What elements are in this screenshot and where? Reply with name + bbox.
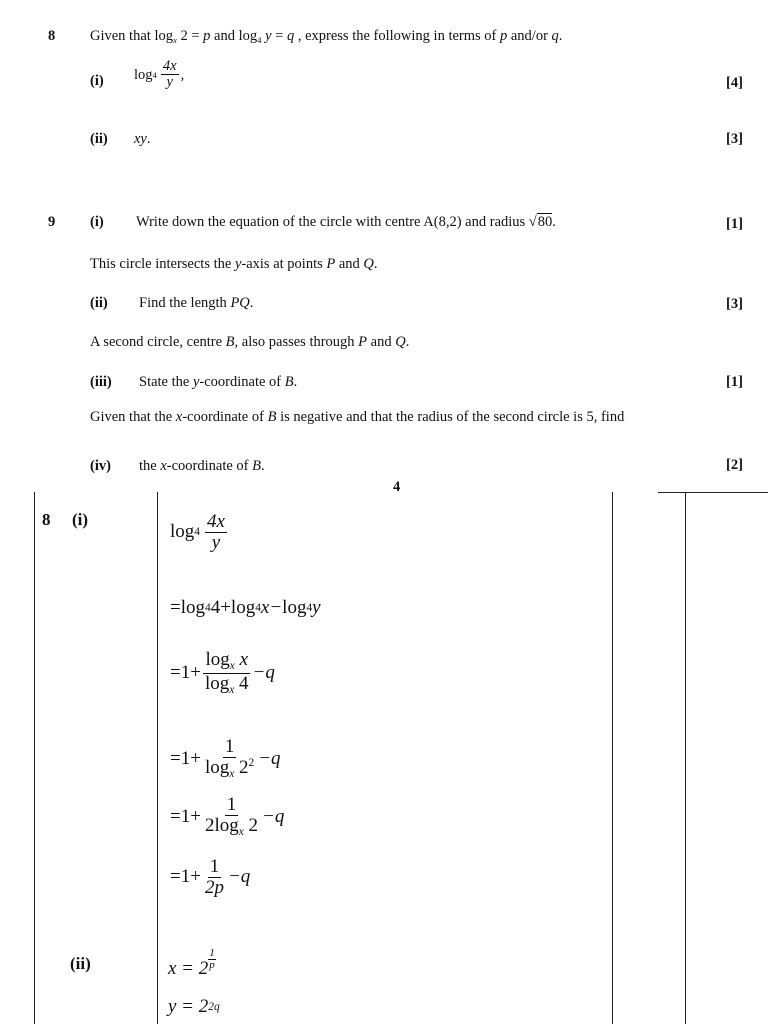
log-text: log bbox=[180, 597, 205, 618]
solution-line-4 bbox=[170, 737, 281, 781]
fraction bbox=[205, 512, 227, 553]
fraction-denominator: y bbox=[166, 74, 173, 91]
log-text: log bbox=[205, 649, 230, 670]
log-base: 4 bbox=[152, 69, 157, 80]
var-P: P bbox=[326, 256, 336, 272]
table-column-divider bbox=[612, 492, 613, 1024]
marks-9iii: [1] bbox=[726, 374, 743, 390]
expression-suffix: −q bbox=[227, 866, 251, 888]
stem-text: , express the following in terms of bbox=[294, 28, 500, 44]
solution-part-label-ii: (ii) bbox=[70, 954, 91, 973]
text: -coordinate of bbox=[182, 409, 268, 425]
log-text: log bbox=[134, 66, 153, 83]
part-label-9ii: (ii) bbox=[90, 295, 108, 311]
text: -axis at points bbox=[241, 256, 327, 272]
part-8ii-expression bbox=[134, 130, 151, 148]
marks-9ii: [3] bbox=[726, 296, 743, 312]
punctuation: , bbox=[180, 66, 185, 83]
text: and bbox=[367, 334, 396, 350]
fraction-numerator: 4x bbox=[206, 511, 225, 532]
text: . bbox=[405, 334, 410, 350]
text: Given that the bbox=[90, 409, 176, 425]
text: This circle intersects the bbox=[90, 256, 235, 272]
expression-suffix: −q bbox=[258, 747, 281, 769]
part-8i-expression bbox=[134, 59, 184, 90]
var-PQ: PQ bbox=[230, 295, 250, 311]
log-argument: 2 bbox=[243, 814, 259, 836]
stem-text: 2 = bbox=[176, 28, 204, 44]
part-text: -coordinate of bbox=[166, 458, 253, 474]
expression-suffix: −q bbox=[262, 805, 285, 827]
log-base: x bbox=[229, 683, 235, 696]
expression-prefix: =1+ bbox=[170, 662, 201, 684]
var-B: B bbox=[225, 334, 235, 350]
fraction-denominator bbox=[203, 816, 260, 839]
part-9ii-text bbox=[139, 294, 253, 312]
log-text: log bbox=[282, 597, 307, 618]
part-text: -coordinate of bbox=[199, 374, 285, 390]
log-argument: x bbox=[234, 649, 248, 670]
table-column-divider bbox=[685, 492, 686, 1024]
text: . bbox=[373, 256, 378, 272]
stem-text: . bbox=[558, 28, 563, 44]
expression-prefix: =1+ bbox=[170, 747, 201, 769]
solution-part-label-i: (i) bbox=[72, 510, 89, 529]
marks-8ii: [3] bbox=[726, 131, 743, 147]
log-text: log bbox=[204, 756, 230, 778]
solution-line-8 bbox=[168, 996, 220, 1018]
var-Q: Q bbox=[363, 256, 374, 272]
expression-prefix: =1+ bbox=[170, 805, 201, 827]
fraction bbox=[203, 650, 251, 697]
part-label-9iii: (iii) bbox=[90, 374, 112, 390]
marks-9i: [1] bbox=[726, 216, 743, 232]
text: A second circle, centre bbox=[90, 334, 226, 350]
solution-line-7 bbox=[168, 947, 216, 980]
part-label-9iv: (iv) bbox=[90, 458, 111, 474]
var-y: y bbox=[192, 374, 200, 390]
var-y: y bbox=[234, 256, 242, 272]
exponent: 2 bbox=[248, 757, 255, 770]
log-argument: 4 bbox=[234, 672, 249, 694]
log-argument: 2 bbox=[234, 756, 249, 778]
fraction-numerator bbox=[203, 650, 250, 674]
marks-8i: [4] bbox=[726, 75, 743, 91]
equals: = bbox=[170, 597, 181, 618]
part-text: the bbox=[139, 458, 161, 474]
var-B: B bbox=[267, 409, 277, 425]
stem-text: = bbox=[271, 28, 287, 44]
stem-var-q: q bbox=[551, 28, 559, 44]
part-9i-text bbox=[136, 213, 556, 231]
expression-suffix: −q bbox=[252, 662, 275, 684]
part-label-8ii: (ii) bbox=[90, 131, 108, 147]
fraction-numerator: 4x bbox=[162, 58, 177, 74]
part-text: State the bbox=[139, 374, 193, 390]
stem-text: and bbox=[210, 28, 239, 44]
equation-lhs: x = 2 bbox=[168, 958, 209, 979]
part-text: Find the length bbox=[139, 295, 231, 311]
stem-var-y: y bbox=[265, 28, 272, 44]
part-9iv-text bbox=[139, 457, 265, 475]
var-B: B bbox=[252, 458, 261, 474]
log-text: log bbox=[230, 597, 256, 618]
q9-line-intersects bbox=[90, 255, 378, 273]
stem-log-base: x bbox=[172, 35, 177, 46]
fraction-denominator: y bbox=[211, 531, 221, 553]
solution-line-6 bbox=[170, 857, 250, 898]
log-argument: 4+ bbox=[210, 597, 231, 618]
log-text: log bbox=[204, 672, 230, 694]
var-x: x bbox=[175, 409, 183, 425]
expression-xy: xy bbox=[134, 131, 147, 147]
text: is negative and that the radius of the second circle is 5, find bbox=[276, 409, 625, 425]
table-left-border bbox=[34, 492, 35, 1024]
question-number-8: 8 bbox=[48, 28, 56, 44]
log-text: log bbox=[214, 814, 239, 836]
fraction-denominator bbox=[203, 674, 251, 697]
part-label-9i: (i) bbox=[90, 214, 104, 230]
page-number: 4 bbox=[393, 479, 401, 495]
punctuation: . bbox=[293, 374, 298, 390]
log-base: x bbox=[229, 659, 235, 672]
solution-line-3 bbox=[170, 650, 275, 697]
log-base: x bbox=[238, 825, 244, 838]
punctuation: . bbox=[261, 458, 265, 474]
stem-log-base: 4 bbox=[257, 35, 262, 46]
sqrt-symbol: √ bbox=[528, 214, 537, 230]
fraction bbox=[203, 857, 226, 898]
stem-var-p: p bbox=[500, 28, 508, 44]
fraction-denominator bbox=[203, 758, 256, 781]
solution-line-1 bbox=[170, 512, 229, 553]
log-base: 4 bbox=[205, 602, 211, 614]
fraction-numerator: 1 bbox=[226, 794, 237, 815]
var-P: P bbox=[358, 334, 368, 350]
exponent: 2q bbox=[208, 1001, 220, 1013]
log-base: 4 bbox=[255, 602, 261, 614]
expression-prefix: =1+ bbox=[170, 866, 201, 888]
fraction-numerator: 1 bbox=[209, 856, 220, 877]
fraction bbox=[203, 737, 256, 781]
exponent-numerator: 1 bbox=[209, 947, 215, 959]
exponent-fraction bbox=[208, 948, 216, 971]
part-text: Write down the equation of the circle with centre A(8,2) and radius bbox=[136, 214, 529, 230]
table-column-divider bbox=[157, 492, 158, 1024]
q9-line-second-circle bbox=[90, 333, 409, 351]
part-9iii-text bbox=[139, 373, 297, 391]
var-B: B bbox=[284, 374, 294, 390]
punctuation: . bbox=[249, 295, 254, 311]
exponent-denominator: p bbox=[209, 959, 215, 971]
log-argument: x− bbox=[260, 597, 283, 618]
solution-question-label: 8 bbox=[42, 510, 51, 529]
log-base: x bbox=[229, 767, 235, 780]
fraction bbox=[161, 59, 179, 90]
stem-text: Given that bbox=[90, 28, 155, 44]
solution-line-2 bbox=[170, 597, 321, 619]
punctuation: . bbox=[146, 131, 151, 147]
sqrt-radicand: 80 bbox=[537, 214, 553, 230]
log-base: 4 bbox=[306, 602, 313, 614]
log-base: 4 bbox=[194, 526, 200, 539]
stem-var-p: p bbox=[203, 28, 211, 44]
text: and bbox=[335, 256, 364, 272]
part-label-8i: (i) bbox=[90, 73, 104, 89]
marks-9iv: [2] bbox=[726, 457, 743, 473]
fraction bbox=[203, 795, 260, 839]
table-top-rule bbox=[658, 492, 768, 493]
log-text: log bbox=[170, 521, 195, 543]
coefficient: 2 bbox=[204, 814, 215, 836]
punctuation: . bbox=[552, 214, 556, 230]
question-number-9: 9 bbox=[48, 214, 56, 230]
log-argument: y bbox=[312, 597, 321, 618]
question-8-stem bbox=[90, 27, 562, 49]
var-Q: Q bbox=[395, 334, 406, 350]
stem-text: and/or bbox=[507, 28, 552, 44]
stem-log: log bbox=[154, 28, 173, 44]
stem-log: log bbox=[238, 28, 258, 44]
equation-lhs: y = 2 bbox=[168, 996, 209, 1017]
text: , also passes through bbox=[234, 334, 359, 350]
fraction-denominator: 2p bbox=[204, 876, 224, 898]
solution-line-5 bbox=[170, 795, 284, 839]
stem-var-q: q bbox=[286, 28, 295, 44]
var-x: x bbox=[160, 458, 167, 474]
q9-line-given-that bbox=[90, 408, 624, 426]
fraction-numerator: 1 bbox=[224, 736, 235, 757]
